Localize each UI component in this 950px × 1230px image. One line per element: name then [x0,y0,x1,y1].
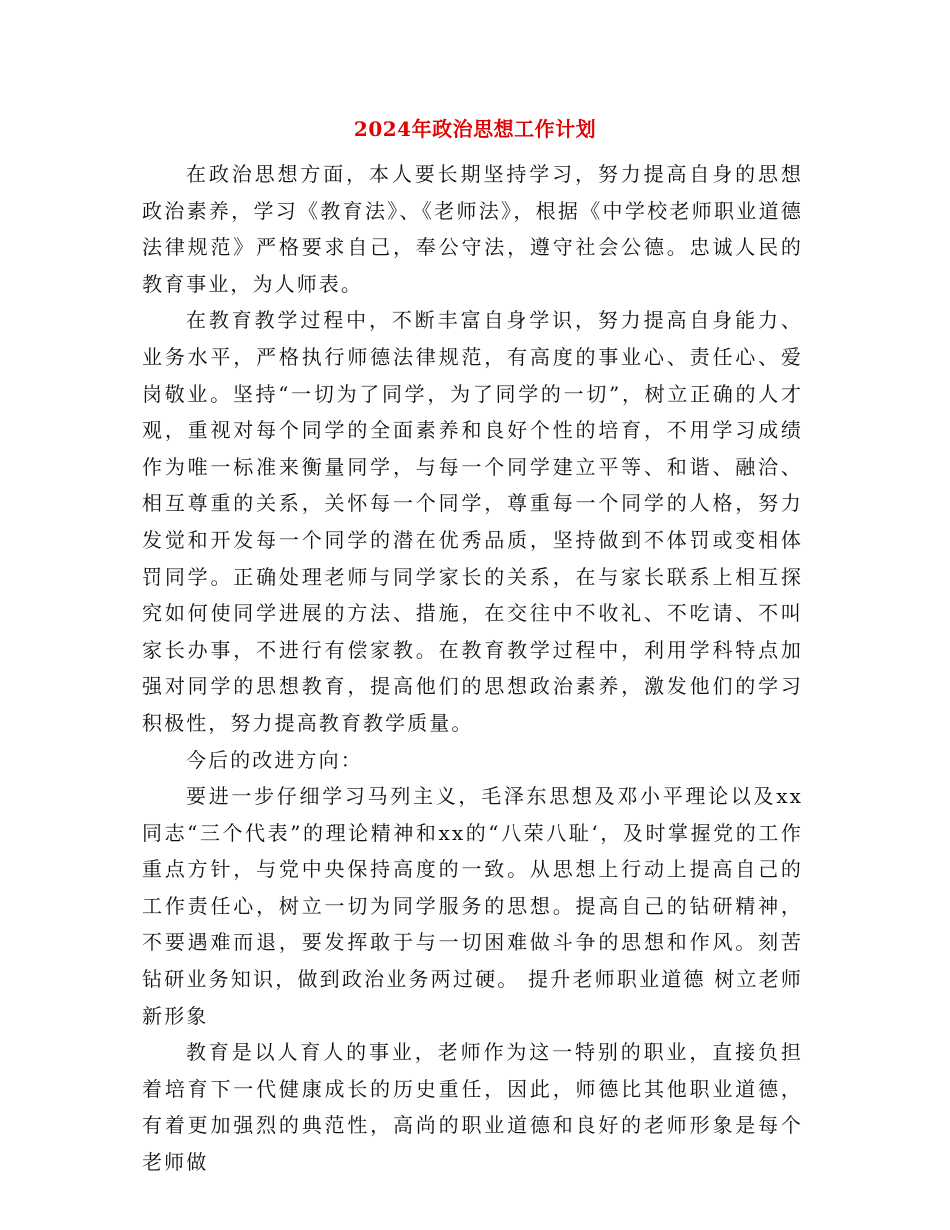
document-title: 2024年政治思想工作计划 [353,117,597,141]
paragraph-improvement-heading: 今后的改进方向： [186,747,363,772]
paragraph-political-study: 在政治思想方面，本人要长期坚持学习，努力提高自身的思想政治素养，学习《教育法》、《老师法》，根据《中学校老师职业道德法律规范》严格要求自己，奉公守法，遵守社会公德。忠诚人民的教育事业，为人师表。 [142,162,803,296]
paragraph-improvement-plan: 要进一步仔细学习马列主义，毛泽东思想及邓小平理论以及xx同志“三个代表”的理论精神和xx的“八荣八耻‘，及时掌握党的工作重点方针，与党中央保持高度的一致。从思想上行动上提高自己的工作责任心，树立一切为同学服务的思想。提高自己的钻研精神，不要遇难而退，要发挥敢于与一切困难做斗争的思想和作风。刻苦钻研业务知识，做到政治业务两过硬。 提升老师职业道德 树立老师新形象 [142,784,803,1028]
document-body [142,156,803,1181]
paragraph-teaching-process: 在教育教学过程中，不断丰富自身学识，努力提高自身能力、业务水平，严格执行师德法律规范，有高度的事业心、责任心、爱岗敬业。坚持“一切为了同学，为了同学的一切”，树立正确的人才观，重视对每个同学的全面素养和良好个性的培育，不用学习成绩作为唯一标准来衡量同学，与每一个同学建立平等、和谐、融洽、相互尊重的关系，关怀每一个同学，尊重每一个同学的人格，努力发觉和开发每一个同学的潜在优秀品质，坚持做到不体罚或变相体罚同学。正确处理老师与同学家长的关系，在与家长联系上相互探究如何使同学进展的方法、措施，在交往中不收礼、不吃请、不叫家长办事，不进行有偿家教。在教育教学过程中，利用学科特点加强对同学的思想教育，提高他们的思想政治素养，激发他们的学习积极性，努力提高教育教学质量。 [142,308,803,735]
paragraph-teacher-ethics: 教育是以人育人的事业，老师作为这一特别的职业，直接负担着培育下一代健康成长的历史重任，因此，师德比其他职业道德，有着更加强烈的典范性，高尚的职业道德和良好的老师形象是每个老师做 [142,1040,803,1175]
